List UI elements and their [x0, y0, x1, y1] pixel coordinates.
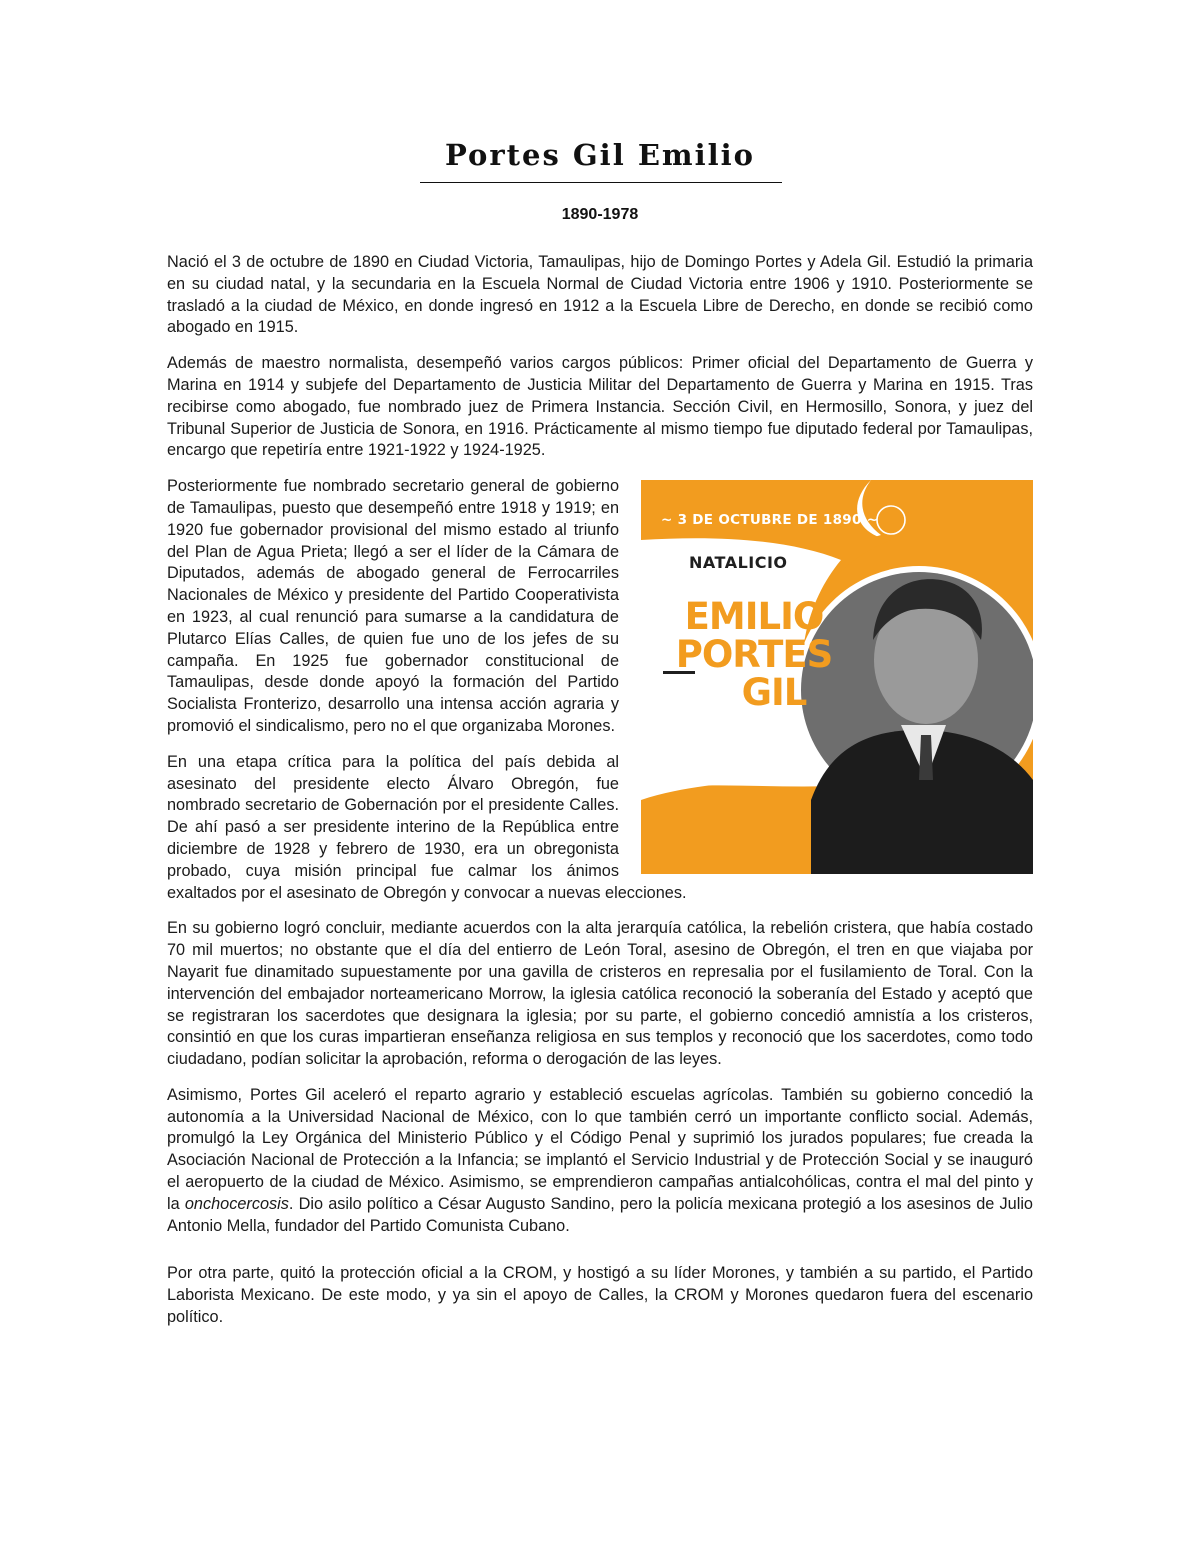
poster-name-line-3: GIL: [741, 671, 807, 715]
poster-name-line-1: EMILIO: [684, 595, 824, 639]
paragraph-1: Nació el 3 de octubre de 1890 en Ciudad Victoria, Tamaulipas, hijo de Domingo Portes y Adela Gil. Estudió la primaria en su ciudad natal, y la secundaria en la Escuela Normal de Ciudad Victoria entre 1906 y 1910. Posteriormente se trasladó a la ciudad de México, en donde ingresó en 1912 a la Escuela Libre de Derecho, en donde se recibió como abogado en 1915.: [167, 253, 1033, 337]
poster-label: NATALICIO: [689, 553, 788, 573]
paragraph-6-part-2: . Dio asilo político a César Augusto Sandino, pero la policía mexicana protegió a los asesinos de Julio Antonio Mella, fundador del Partido Comunista Cubano.: [167, 1194, 1033, 1235]
paragraph-3: Posteriormente fue nombrado secretario general de gobierno de Tamaulipas, puesto que desempeñó entre 1918 y 1919; en 1920 fue gobernador provisional del mismo estado al triunfo del Plan de Agua Prieta; llegó a ser el líder de la Cámara de Diputados, además de abogado general de Ferrocarriles Nacionales de México y presidente del Partido Cooperativista en 1923, al cual renunció para sumarse a la candidatura de Plutarco Elías Calles, de quien fue uno de los jefes de su campaña. En 1925 fue gobernador constitucional de Tamaulipas, desde donde apoyó la formación del Partido Socialista Fronterizo, desarrollo una intensa acción agraria y promovió el sindicalismo, pero no el que organizaba Morones.: [167, 477, 619, 735]
portrait-tie: [919, 735, 933, 780]
paragraph-6-italic-term: onchocercosis: [184, 1194, 289, 1213]
life-dates: 1890-1978: [561, 206, 639, 223]
paragraph-6-part-1: Asimismo, Portes Gil aceleró el reparto agrario y estableció escuelas agrícolas. También su gobierno concedió la autonomía a la Universidad Nacional de México, con lo que también cerró un importante conflicto social. Además, promulgó la Ley Orgánica del Ministerio Público y el Código Penal y suprimió los jurados populares; fue creada la Asociación Nacional de Protección a la Infancia; se implantó el Servicio Industrial y de Protección Social y se inauguró el aeropuerto de la ciudad de México. Asimismo, se emprendieron campañas antialcohólicas, contra el mal del pinto y la: [167, 1085, 1033, 1213]
page-title: Portes Gil Emilio: [445, 138, 755, 172]
natalicio-poster: [641, 480, 1033, 874]
title-underline: [420, 182, 782, 183]
paragraph-2: Además de maestro normalista, desempeñó varios cargos públicos: Primer oficial del Departamento de Guerra y Marina en 1914 y subjefe del Departamento de Justicia Militar del Departamento de Guerra y Marina en 1915. Tras recibirse como abogado, fue nombrado juez de Primera Instancia. Sección Civil, en Hermosillo, Sonora, y juez del Tribunal Superior de Justicia de Sonora, en 1916. Prácticamente al mismo tiempo fue diputado federal por Tamaulipas, encargo que repetiría entre 1921-1922 y 1924-1925.: [167, 354, 1033, 460]
paragraph-4: En una etapa crítica para la política del país debida al asesinato del presidente electo Álvaro Obregón, fue nombrado secretario de Gobernación por el presidente Calles. De ahí pasó a ser presidente interino de la República entre diciembre de 1928 y febrero de 1930, era un obregonista probado, cuya misión principal fue calmar los ánimos exaltados por el asesinato de Obregón y convocar a nuevas elecciones.: [167, 752, 687, 902]
poster-name-line-2: PORTES: [675, 633, 833, 677]
paragraph-6: [167, 1085, 1033, 1238]
paragraph-7: Por otra parte, quitó la protección oficial a la CROM, y hostigó a su líder Morones, y también a su partido, el Partido Laborista Mexicano. De este modo, y ya sin el apoyo de Calles, la CROM y Morones quedaron fuera del escenario político.: [167, 1264, 1033, 1327]
paragraph-5: En su gobierno logró concluir, mediante acuerdos con la alta jerarquía católica, la rebelión cristera, que había costado 70 mil muertos; no obstante que el día del entierro de León Toral, asesino de Obregón, el tren en que viajaba por Nayarit fue dinamitado supuestamente por una gavilla de cristeros en represalia por el fusilamiento de Toral. Con la intervención del embajador norteamericano Morrow, la iglesia católica reconoció la soberanía del Estado y aceptó que se registraran los sacerdotes que designara la iglesia; por su parte, el gobierno concedió amnistía a los cristeros, consintió en que los curas impartieran enseñanza religiosa en sus templos y reconoció que los sacerdotes, como todo ciudadano, podían solicitar la aprobación, reforma o derogación de las leyes.: [167, 919, 1033, 1069]
poster-date: ~ 3 DE OCTUBRE DE 1890 ~: [661, 512, 879, 529]
article-body: [167, 252, 1033, 1343]
